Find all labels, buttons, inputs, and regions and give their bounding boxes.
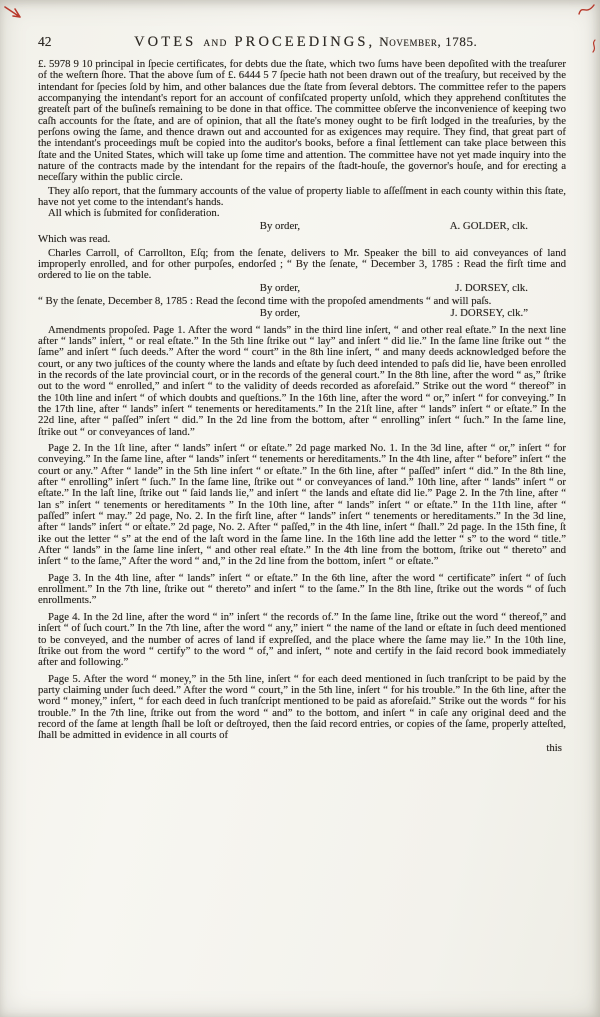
paragraph-also-report: They alſo report, that the ſummary accounts of the value of property liable to aſſeſſment in each county within this ſtate, have not yet come to the intendant's hands.	[38, 184, 566, 209]
paragraph-senate-second-reading: “ By the ſenate, December 8, 1785 : Read the ſecond time with the propoſed amendments “ and will paſs.	[38, 294, 492, 307]
paragraph-amendments-page2: Page 2. In the 1ſt line, after “ lands” inſert “ or eſtate.” 2d page marked No. 1. In the 3d line, after “ or,” inſert “ for conveying.” In the ſame line, after “ lands” inſert “ tenements or hereditaments.” In the 4th line, after “ before” inſert “ the court or any.” After “ lande” in the 5th line inſert “ or eſtate.” In the 6th line, after “ paſſed” inſert “ did.” In the 8th line, after “ enrolling” inſert “ ſuch.” In the ſame line, ſtrike out “ or conveyances of land.” 10th line, after “ lands” inſert “ or eſtate.” In the laſt line, ſtrike out “ ſaid lands lie,” and inſert “ the lands and eſtate did lie.” Page 2. In the 7th line, after “ lan s” inſert “ tenements or hereditaments ” In the 10th line, after “ lands” inſert “ or eſtate.” In the 11th line, after “ paſſed” inſert “ may.” 2d page, No. 2. In the firſt line, after “ lands” inſert “ tenements or hereditaments.” In the 3d line, after “ lands” inſert “ or eſtate.” 2d page, No. 2. After “ paſſed,” in the 4th line, inſert “ ſhall.” 2d page. In the 15th fine, ſt ike out the letter “ s” at the end of the laſt word in the ſame line. In the 16th line add the letter “ s” to the word “ title.” After “ lands” in the ſame line inſert, “ and other real eſtate.” In the 4th line from the bottom, ſtrike out “ thereto” and inſert “ to the ſame,” After the word “ and,” in the 2d line from the bottom, inſert “ or eſtate.”	[38, 442, 566, 568]
red-pen-mark-top-right-icon	[577, 2, 597, 18]
clerk-signature-dorsey: J. DORSEY, clk.”	[450, 307, 528, 320]
line-submitted: All which is ſubmited for conſideration.	[48, 207, 220, 220]
paragraph-amendments-page1: Amendments propoſed. Page 1. After the word “ lands” in the third line inſert, “ and other real eſtate.” In the next line after “ lands” inſert, “ or real eſtate.” In the 5th line ſtrike out “ lay” and inſert “ did lie.” In the ſame line ſtrike out “ the ſame” and inſert “ ſuch deeds.” After the word “ court” in the 8th line inſert, “ and many deeds acknowledged before the court, or any two juſtices of the county where the lands and eſtate by ſuch deed intended to paſs did lie, have been enrolled in the records of the late provincial court, or in the records of the general court.” In the 8th line, after the word “ as,” ſtrike out to the word “ enrolled,” and inſert “ to the validity of deeds recorded as aforeſaid.” Strike out the word “ thereof” in the 10th line and inſert “ of which doubts and queſtions.” In the 16th line, after the word “ or,” inſert “ for conveying.” In the 17th line, after “ lands” inſert “ tenements or hereditaments.” In the 21ſt line, after “ lands” inſert “ or eſtate.” In the 22d line, after “ paſſed” inſert “ did.” In the 2d line from the bottom, after “ enrolling” inſert “ ſuch.” In the ſame line, ſtrike out “ or conveyances of land.”	[38, 323, 566, 438]
paragraph-amendments-page4: Page 4. In the 2d line, after the word “ in” inſert “ the records of.” In the ſame line, ſtrike out the word “ thereof,” and inſert “ of ſuch court.” In the 7th line, after the word “ any,” iniert “ the name of the land or eſtate in ſuch deed mentioned to be conveyed, and the number of acres of land if expreſſed, and the place where the ſame may lie.” In the 10th line, ſtrike out from the word “ certify” to the word “ of,” and inſert, “ note and certify in the ſaid record book immediately after and following.”	[38, 610, 566, 669]
page-body	[0, 58, 600, 754]
by-order-row-golder	[38, 221, 566, 232]
by-order-label: By order,	[259, 219, 301, 232]
title-date: November, 1785.	[379, 34, 478, 49]
page-number: 42	[38, 34, 52, 49]
title-word-proceedings: PROCEEDINGS,	[234, 34, 376, 50]
clerk-signature-golder: A. GOLDER, clk.	[449, 219, 528, 232]
running-header	[0, 0, 600, 58]
page-title	[52, 33, 561, 51]
catchword: this	[546, 741, 562, 754]
title-word-votes: VOTES	[134, 34, 197, 50]
title-word-and: AND	[203, 39, 228, 49]
clerk-signature-dorsey: J. DORSEY, clk.	[455, 281, 528, 294]
by-order-label: By order,	[259, 281, 301, 294]
paragraph-amendments-page3: Page 3. In the 4th line, after “ lands” inſert “ or eſtate.” In the 6th line, after the word “ certificate” inſert “ of ſuch enrollment.” In the 7th line, ſtrike out “ thereto” and inſert “ to the ſame.” In the 8th line, ſtrike out the words “ of ſuch enrollments.”	[38, 571, 566, 607]
paragraph-report-continuation: £. 5978 9 10 principal in ſpecie certificates, for debts due the ſtate, which two ſums have been depoſited with the treaſurer of the weſtern ſhore. That the above ſum of £. 6444 5 7 ſpecie hath not been drawn out of the treaſury, but received by the intendant for ſpecies ſold by him, and other balances due the ſtate from ſeveral debtors. The committee refer to the papers accompanying the intendant's report for an account of confiſcated property unſold, which they apprehend conſtitutes the greateſt part of the buſineſs remaining to be done in that office. The committee obſerve the inconvenience of keeping two caſh accounts for the ſtate, and are of opinion, that all the ſtate's money ought to be firſt lodged in the treaſuries, by the perſons owing the ſame, and thence drawn out and accounted for as exigences may require. They find, that great part of the intendant's proceedings muſt be copied into the auditor's books, before a final ſettlement can take place between this ſtate and the United States, which will take up ſome time and attention. The committee have not yet made inquiry into the nature of the contracts made by the intendant for the repairs of the ſtadt-houſe, the governor's houſe, and for erecting a neceſſary within the public circle.	[38, 58, 566, 184]
by-order-row-dorsey-second	[38, 308, 566, 319]
paragraph-carroll-bill: Charles Carroll, of Carrollton, Eſq; from the ſenate, delivers to Mr. Speaker the bill to aid conveyances of land improperly enrolled, and for other purpoſes, endorſed ; “ By the ſenate, “ December 3, 1785 : Read the firſt time and ordered to lie on the table.	[38, 246, 566, 282]
by-order-label: By order,	[259, 307, 301, 320]
line-which-was-read: Which was read.	[38, 233, 111, 246]
catchword-row	[38, 743, 566, 754]
red-pen-mark-top-left-icon	[3, 3, 25, 23]
paragraph-amendments-page5: Page 5. After the word “ money,” in the 5th line, inſert “ for each deed mentioned in ſuch tranſcript to be paid by the party claiming under ſuch deed.” After the word “ court,” in the 5th line, inſert “ for his trouble.” In the 6th line, after the word “ money,” inſert, “ for each deed in ſuch tranſcript mentioned to be paid as aforeſaid.” Strike out the words “ for his trouble.” In the 7th line, ſtrike out from the word “ and” to the bottom, and inſert “ in caſe any original deed and the record of the ſame at length ſhall be loſt or deſtroyed, then the ſaid record entries, or copies of the ſame, properly atteſted, ſhall be admitted in evidence in all courts of	[38, 672, 566, 742]
red-pen-mark-right-edge-icon	[589, 38, 599, 54]
by-order-row-dorsey-first	[38, 283, 566, 294]
